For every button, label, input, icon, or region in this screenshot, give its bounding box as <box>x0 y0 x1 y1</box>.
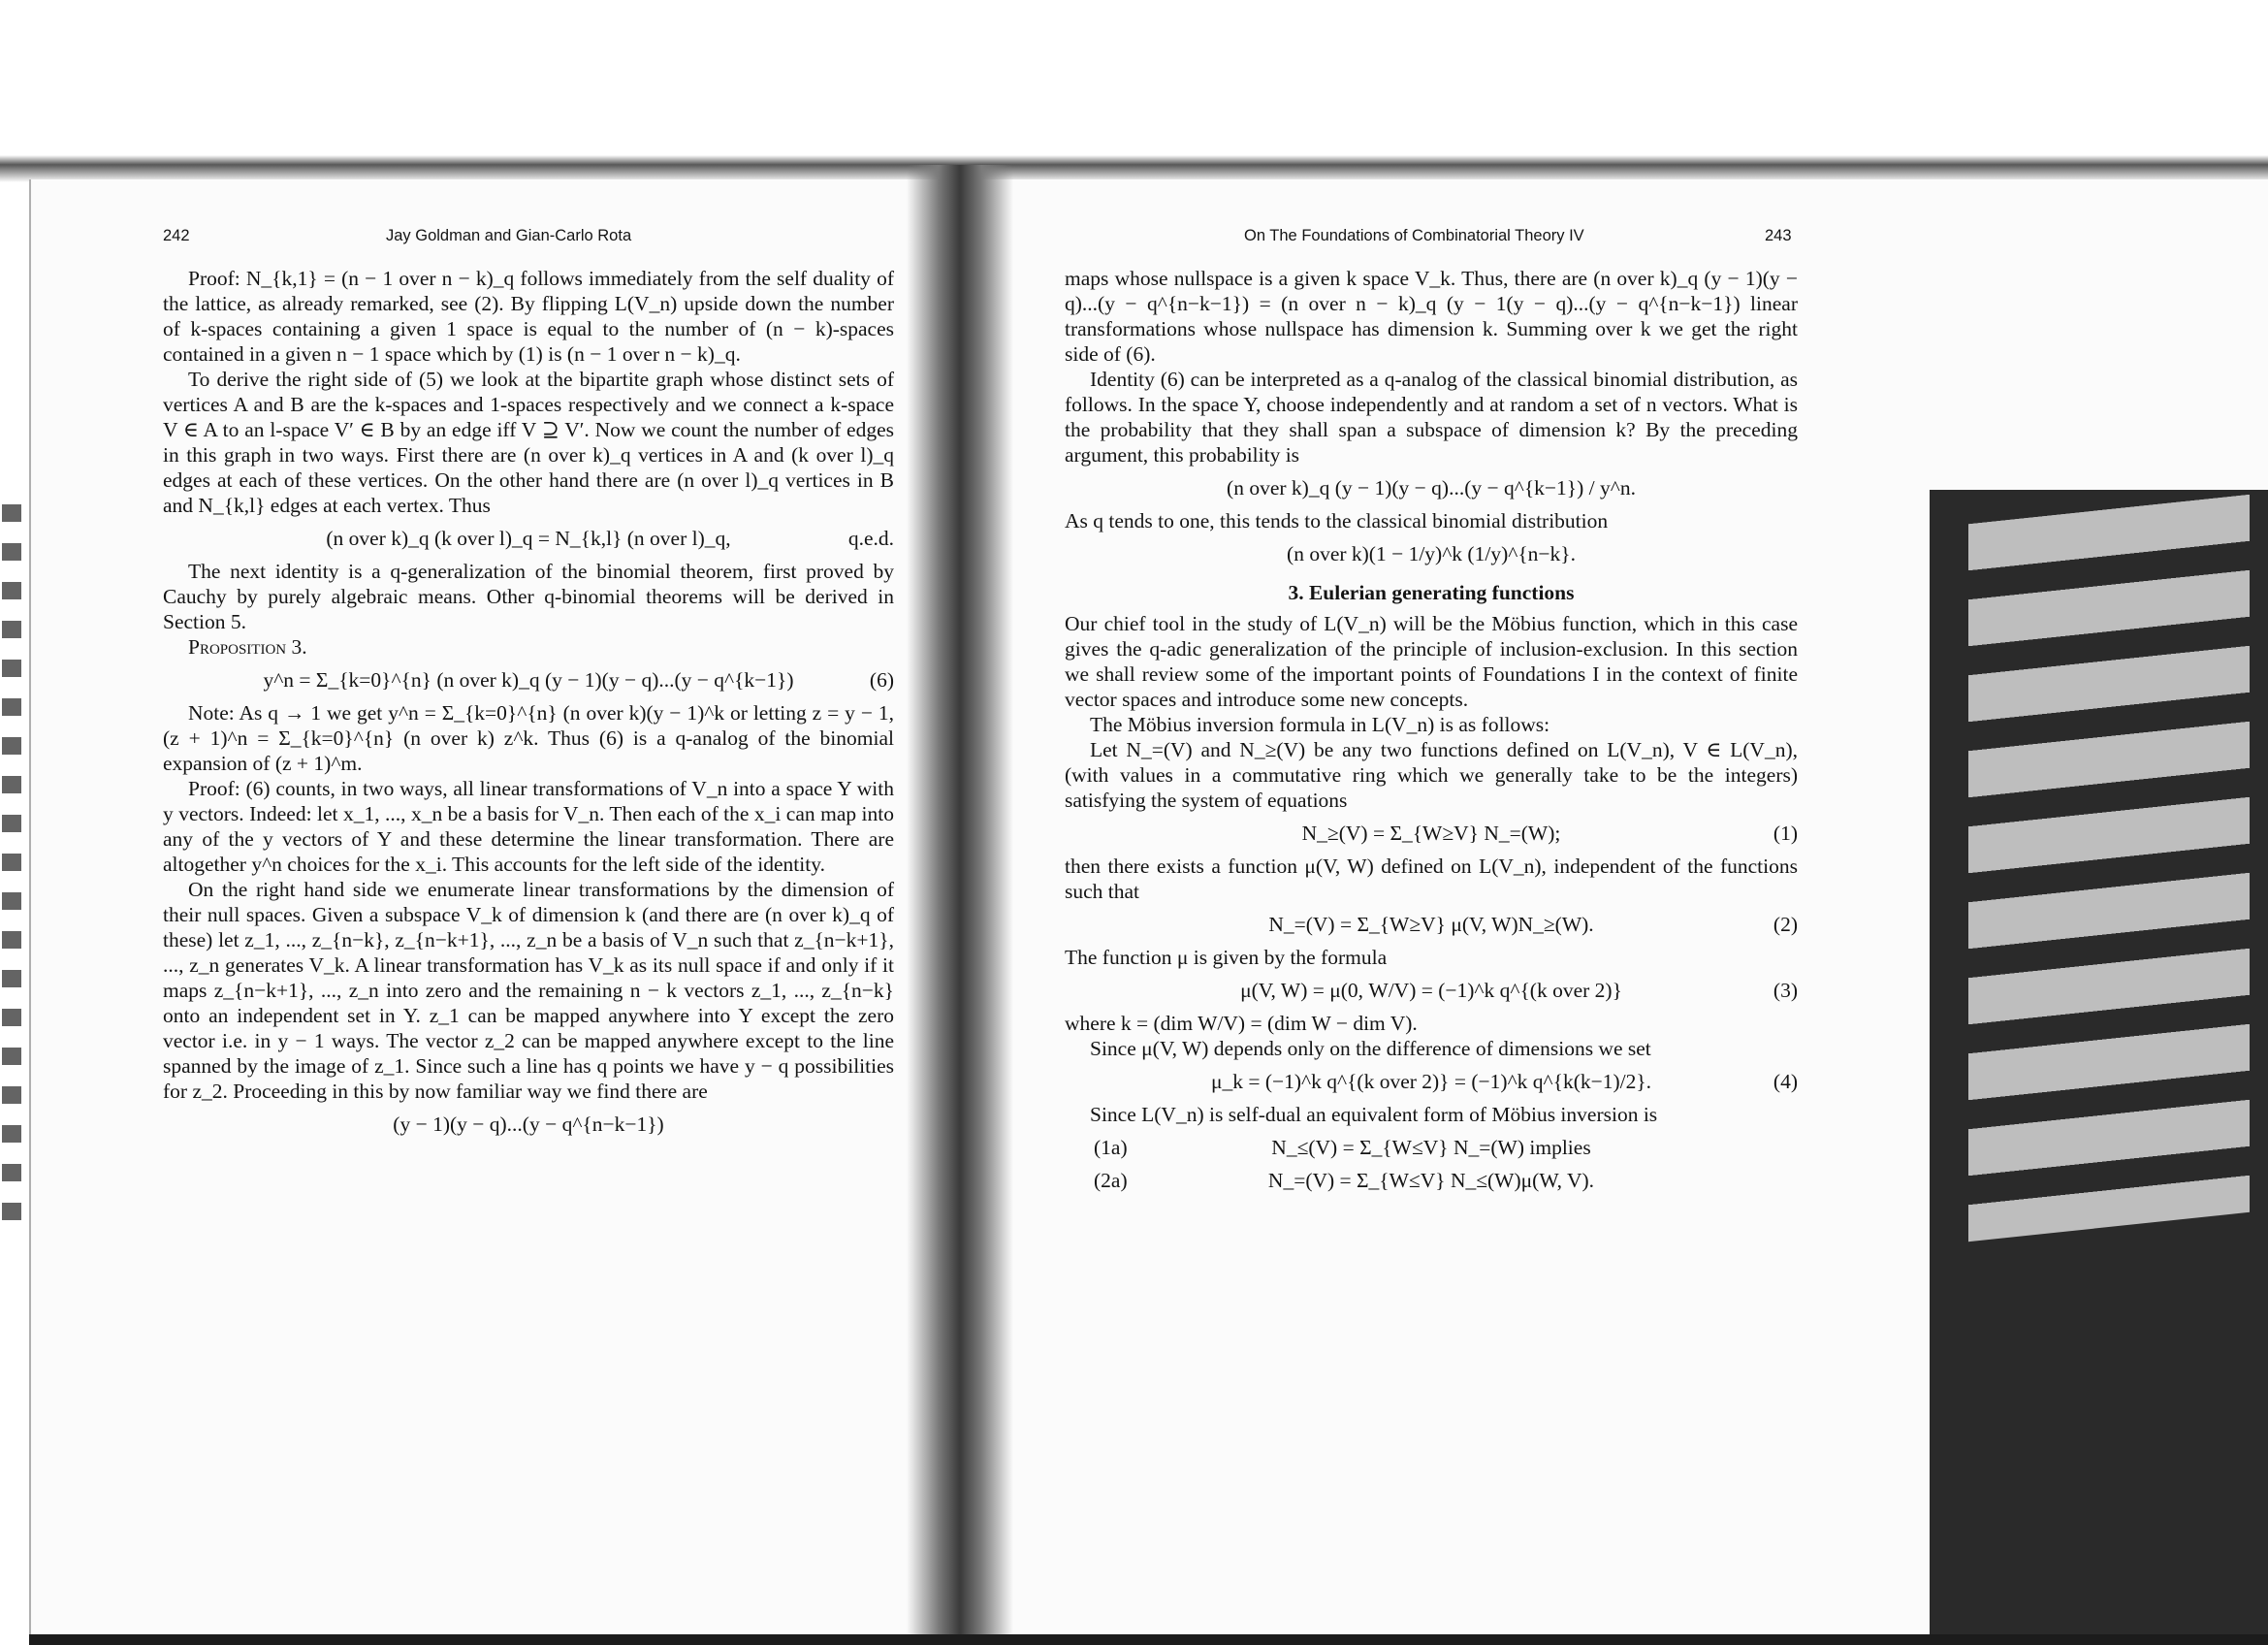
paragraph: Identity (6) can be interpreted as a q-analog of the classical binomial distribution, as follows. In the space Y, choose independently and at random a set of n vectors. What is the probability that they shall span a subspace of dimension k? By the preceding argument, this probability is <box>1065 368 1798 467</box>
display-equation <box>1065 1069 1798 1094</box>
paragraph: Since μ(V, W) depends only on the difference of dimensions we set <box>1090 1037 1651 1060</box>
equation: N_=(V) = Σ_{W≥V} μ(V, W)N_≥(W). <box>1268 913 1594 936</box>
paragraph: The Möbius inversion formula in L(V_n) is as follows: <box>1090 713 1550 736</box>
equation-number: (2) <box>1773 913 1798 936</box>
paragraph: Proof: (6) counts, in two ways, all linear transformations of V_n into a space Y with y vectors. Indeed: let x_1, ..., x_n be a basis for V_n. Then each of the x_i can map into any of the y vectors of Y and these determine the linear transformation. There are altogether y^n choices for the x_i. This accounts for the left side of the identity. <box>163 777 894 876</box>
paragraph: Since L(V_n) is self-dual an equivalent form of Möbius inversion is <box>1090 1103 1658 1126</box>
paragraph: The function μ is given by the formula <box>1065 946 1388 969</box>
page-edge-strip <box>1930 490 2268 1634</box>
paragraph: As q tends to one, this tends to the classical binomial distribution <box>1065 509 1609 532</box>
page-number: 243 <box>1765 227 1792 244</box>
running-title: Jay Goldman and Gian-Carlo Rota <box>386 227 632 244</box>
paragraph: Our chief tool in the study of L(V_n) will be the Möbius function, which in this case gives the q-adic generalization of the principle of inclusion-exclusion. In this section we shall review some of the important points of Foundations I in the context of finite vector spaces and introduce some new concepts. <box>1065 612 1798 711</box>
paragraph: where k = (dim W/V) = (dim W − dim V). <box>1065 1012 1418 1035</box>
equation-label: (2a) <box>1094 1169 1128 1192</box>
running-header <box>163 223 894 252</box>
equation-number: (1) <box>1773 822 1798 845</box>
paragraph: To derive the right side of (5) we look at the bipartite graph whose distinct sets of vertices A and B are the k-spaces and 1-spaces respectively and we connect a k-space V ∈ A to an l-space V′ ∈ B by an edge iff V ⊇ V′. Now we count the number of edges in this graph in two ways. First there are (n over k)_q vertices in A and (k over l)_q edges at each of these vertices. On the other hand there are (n over l)_q vertices in B and N_{k,l} edges at each vertex. Thus <box>163 368 894 517</box>
right-page <box>1065 223 1798 1201</box>
equation-number: (3) <box>1773 979 1798 1002</box>
paragraph: On the right hand side we enumerate linear transformations by the dimension of their null spaces. Given a subspace V_k of dimension k (and there are (n over k)_q of these) let z_1, ..., z_{n−k}, z_{n−k+1}, ..., z_n be a basis of V_n such that z_{n−k+1}, ..., z_n generates V_k. A linear transformation has V_k as its null space if and only if it maps z_{n−k+1}, ..., z_n into zero and the remaining n − k vectors z_1, ..., z_{n−k} onto an independent set in Y. z_1 can be mapped anywhere into Y except the zero vector i.e. in y − 1 ways. The vector z_2 can be mapped anywhere except to the line spanned by the image of z_1. Since such a line has q points we have y − q possibilities for z_2. Proceeding in this by now familiar way we find there are <box>163 878 894 1103</box>
display-equation <box>1065 912 1798 937</box>
equation: N_≥(V) = Σ_{W≥V} N_=(W); <box>1301 822 1561 845</box>
paragraph: then there exists a function μ(V, W) defined on L(V_n), independent of the functions such that <box>1065 855 1798 903</box>
scan-margin-marks <box>2 504 21 1242</box>
book-top-edge <box>0 155 2268 182</box>
equation-number: (4) <box>1773 1070 1798 1093</box>
qed-mark: q.e.d. <box>847 527 894 550</box>
display-equation <box>1065 978 1798 1003</box>
display-equation <box>1065 1168 1798 1193</box>
running-header <box>1065 223 1798 252</box>
book-gutter-shadow <box>907 165 1013 1639</box>
equation: μ_k = (−1)^k q^{(k over 2)} = (−1)^k q^{k(k−1)/2}. <box>1210 1070 1652 1093</box>
paragraph: Note: As q → 1 we get y^n = Σ_{k=0}^{n} (n over k)(y − 1)^k or letting z = y − 1, (z + 1)^n = Σ_{k=0}^{n} (n over k) z^k. Thus (6) is a q-analog of the binomial expansion of (z + 1)^m. <box>163 701 894 775</box>
equation-number: (6) <box>869 668 894 692</box>
equation: y^n = Σ_{k=0}^{n} (n over k)_q (y − 1)(y − q)...(y − q^{k−1}) <box>263 668 794 692</box>
display-equation <box>163 667 894 693</box>
section-heading: 3. Eulerian generating functions <box>1288 581 1575 604</box>
display-equation <box>163 1112 894 1137</box>
display-equation <box>1065 1135 1798 1160</box>
equation: (y − 1)(y − q)...(y − q^{n−k−1}) <box>393 1113 664 1136</box>
display-equation <box>1065 541 1798 566</box>
book-bottom-edge <box>29 1634 2268 1645</box>
left-page <box>163 223 894 1145</box>
page-edge-lettering <box>1968 495 2250 1242</box>
equation: N_≤(V) = Σ_{W≤V} N_=(W) implies <box>1271 1136 1591 1159</box>
display-equation <box>1065 475 1798 500</box>
paragraph: maps whose nullspace is a given k space V_k. Thus, there are (n over k)_q (y − 1)(y − q)...(y − q^{n−k−1}) = (n over n − k)_q (y − 1(y − q)...(y − q^{n−k−1}) linear transformations whose nullspace has dimension k. Summing over k we get the right side of (6). <box>1065 267 1798 366</box>
equation: N_=(V) = Σ_{W≤V} N_≤(W)μ(W, V). <box>1267 1169 1595 1192</box>
paragraph: Let N_=(V) and N_≥(V) be any two functions defined on L(V_n), V ∈ L(V_n), (with values in a commutative ring which we generally take to be the integers) satisfying the system of equations <box>1065 738 1798 812</box>
equation: (n over k)(1 − 1/y)^k (1/y)^{n−k}. <box>1287 542 1576 565</box>
display-equation <box>163 526 894 551</box>
paragraph: The next identity is a q-generalization of the binomial theorem, first proved by Cauchy by purely algebraic means. Other q-binomial theorems will be derived in Section 5. <box>163 560 894 633</box>
equation: (n over k)_q (y − 1)(y − q)...(y − q^{k−1}) / y^n. <box>1227 476 1636 500</box>
paragraph: Proof: N_{k,1} = (n − 1 over n − k)_q follows immediately from the self duality of the lattice, as already remarked, see (2). By flipping L(V_n) upside down the number of k-spaces containing a given 1 space is equal to the number of (n − k)-spaces contained in a given n − 1 space which by (1) is (n − 1 over n − k)_q. <box>163 267 894 366</box>
equation-label: (1a) <box>1094 1136 1128 1159</box>
equation: (n over k)_q (k over l)_q = N_{k,l} (n over l)_q, <box>326 527 731 550</box>
display-equation <box>1065 821 1798 846</box>
page-number: 242 <box>163 227 190 244</box>
running-title: On The Foundations of Combinatorial Theory IV <box>1244 227 1584 244</box>
proposition-heading: Proposition 3. <box>188 635 307 659</box>
equation: μ(V, W) = μ(0, W/V) = (−1)^k q^{(k over 2)} <box>1240 979 1622 1002</box>
